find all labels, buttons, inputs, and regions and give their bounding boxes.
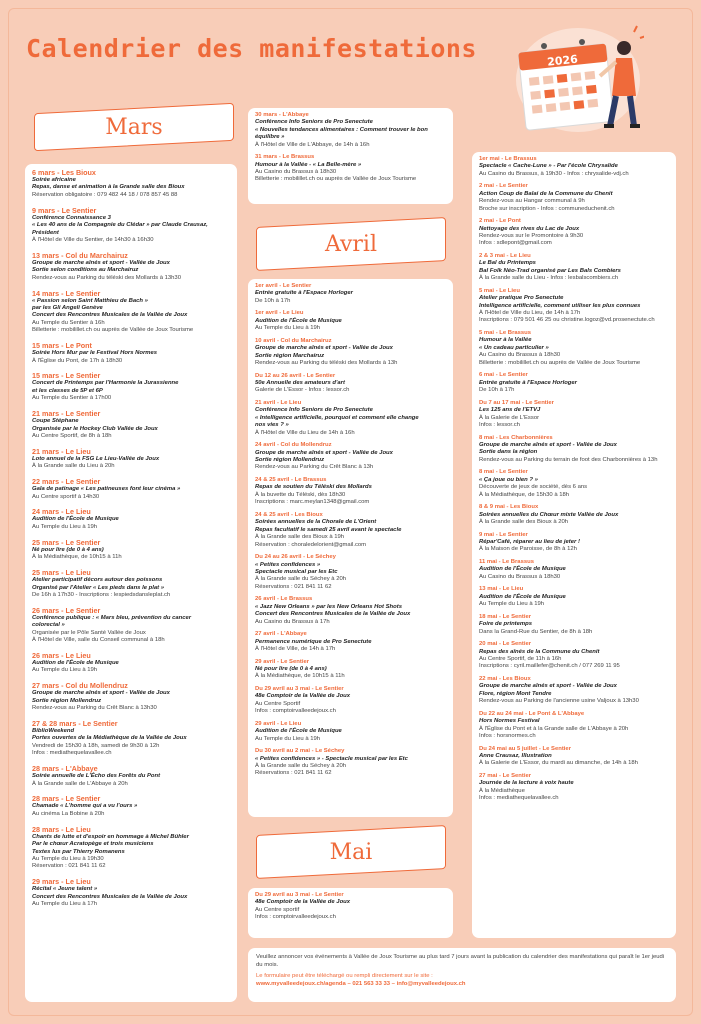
event-date-place: Du 29 avril au 3 mai - Le Sentier bbox=[255, 892, 344, 898]
event-date-place: 24 avril - Col du Mollendruz bbox=[255, 442, 332, 449]
event-date-place: 30 mars - L'Abbaye bbox=[255, 112, 309, 118]
event-date-place: Du 24 au 26 avril - Le Séchey bbox=[255, 554, 336, 561]
event-title: Repas des aînés de la Commune du Chenit bbox=[479, 648, 600, 655]
event-title: « Nouvelles tendances alimentaires : Comment trouver le bon bbox=[255, 126, 428, 133]
event-detail: Infos : mediathequelavallee.ch bbox=[479, 795, 559, 802]
mai-events-card-left bbox=[248, 888, 453, 938]
event-item bbox=[479, 183, 669, 213]
event-date-place: 26 mars - Le Lieu bbox=[32, 650, 91, 660]
event-title: Né pour lire (de 0 à 4 ans) bbox=[32, 546, 104, 553]
event-title: Conférence Info Seniors de Pro Senectute bbox=[255, 119, 373, 126]
event-date-place: 31 mars - Le Brassus bbox=[255, 154, 315, 161]
event-date-place: 11 mai - Le Brassus bbox=[479, 558, 535, 565]
event-item bbox=[32, 568, 230, 599]
event-detail: À la Grande salle des Bioux à 19h bbox=[255, 534, 345, 541]
event-title: Audition de l'École de Musique bbox=[255, 317, 342, 324]
event-title: Soirée Hors Mur par le Festival Hors Normes bbox=[32, 350, 158, 357]
event-date-place: 1er avril - Le Lieu bbox=[255, 310, 304, 317]
event-title: colorectal » bbox=[32, 622, 65, 629]
event-date-place: 25 mars - Le Sentier bbox=[32, 537, 101, 547]
event-title: Chants de lutte et d'espoir en hommage à Michel Bühler bbox=[32, 833, 189, 840]
event-detail: Rendez-vous au Parking du Crêt Blanc à 13h30 bbox=[32, 705, 157, 712]
event-item bbox=[255, 338, 446, 368]
event-detail: À la Médiathèque, de 10h15 à 11h bbox=[32, 554, 122, 561]
event-detail: Réservations : 021 841 11 62 bbox=[255, 770, 332, 777]
event-date-place: 27 & 28 mars - Le Sentier bbox=[32, 718, 118, 728]
event-detail: À l'Hôtel de Ville du Sentier, de 14h30 à 16h30 bbox=[32, 236, 154, 243]
event-detail: À l'Hôtel de Ville de L'Abbaye, de 14h à 16h bbox=[255, 141, 370, 148]
event-detail: À la Grande salle de L'Abbaye à 20h bbox=[32, 780, 128, 787]
event-title: Coupe Stéphane bbox=[32, 418, 79, 425]
event-title: Organisée par le Hockey Club Vallée de Joux bbox=[32, 425, 158, 432]
event-title: Concert des Rencontres Musicales de la Vallée de Joux bbox=[32, 893, 188, 900]
event-title: Répar'Café, réparer au lieu de jeter ! bbox=[479, 538, 580, 545]
event-title: Soirée annuelle de L'Écho des Forêts du Pont bbox=[32, 773, 161, 780]
event-detail: Inscriptions : 079 501 46 25 ou christine.logoz@vd.prosenectute.ch bbox=[479, 317, 655, 324]
event-date-place: 13 mars - Col du Marchairuz bbox=[32, 250, 128, 260]
event-title: Gala de patinage « Les patineuses font leur cinéma » bbox=[32, 486, 181, 493]
event-title: Nettoyage des rives du Lac de Joux bbox=[479, 225, 580, 232]
event-item bbox=[479, 288, 669, 325]
event-item bbox=[32, 606, 230, 645]
event-date-place: 21 mars - Le Lieu bbox=[32, 446, 91, 456]
event-item bbox=[32, 507, 230, 531]
event-item bbox=[32, 538, 230, 562]
event-title: Entrée gratuite à l'Espace Horloger bbox=[479, 379, 577, 386]
event-date-place: 14 mars - Le Sentier bbox=[32, 288, 101, 298]
event-title: Journée de la lecture à voix haute bbox=[479, 780, 574, 787]
event-title: Les 125 ans de l'ETVJ bbox=[479, 407, 541, 414]
event-detail: Au Casino du Brassus, à 19h30 - Infos : chrysalide-vdj.ch bbox=[479, 170, 629, 177]
event-item bbox=[479, 773, 669, 803]
event-title: et les classes de 5P et 6P bbox=[32, 387, 103, 394]
footer-contact-link[interactable]: www.myvalleedejoux.ch/agenda – 021 563 33 33 – info@myvalleedejoux.ch bbox=[256, 980, 466, 987]
event-item bbox=[479, 253, 669, 283]
event-detail: À la Grande salle du Lieu - Infos : lesbalscombiers.ch bbox=[479, 275, 619, 282]
event-detail: Infos : sdlepont@gmail.com bbox=[479, 240, 552, 247]
event-title: Par le chœur Acratopège et trois musiciens bbox=[32, 841, 154, 848]
event-item bbox=[32, 447, 230, 471]
event-title: Bal Folk Néo-Trad organisé par Les Bals Combiers bbox=[479, 267, 621, 274]
event-title: Humour à la Vallée bbox=[479, 337, 532, 344]
event-date-place: 28 mars - Le Sentier bbox=[32, 794, 101, 804]
event-detail: Au Temple du Lieu à 19h bbox=[32, 667, 98, 674]
event-detail: Organisée par le Pôle Santé Vallée de Joux bbox=[32, 629, 146, 636]
event-title: Sortie dans la région bbox=[479, 449, 538, 456]
event-item bbox=[255, 112, 446, 149]
event-date-place: Du 30 avril au 2 mai - Le Séchey bbox=[255, 748, 345, 755]
event-detail: Réservation : choraledelorient@gmail.com bbox=[255, 541, 367, 548]
event-date-place: 10 avril - Col du Marchairuz bbox=[255, 337, 332, 344]
event-title: Audition de l'École de Musique bbox=[32, 659, 119, 666]
event-item bbox=[479, 400, 669, 430]
event-title: Humour à la Vallée - « La Belle-mère » bbox=[255, 161, 362, 168]
event-item bbox=[255, 748, 446, 778]
event-date-place: 26 avril - Le Brassus bbox=[255, 596, 313, 603]
event-item bbox=[32, 371, 230, 402]
event-date-place: 9 mars - Le Sentier bbox=[32, 205, 97, 215]
calendar-illustration bbox=[512, 18, 644, 136]
event-title: Conférence Connaissance 3 bbox=[32, 214, 111, 221]
event-item bbox=[255, 512, 446, 549]
event-detail: À la Grande salle du Lieu à 20h bbox=[32, 463, 115, 470]
event-title: Conférence Info Seniors de Pro Senectute bbox=[255, 407, 373, 414]
event-detail: Infos : comptoirvalleedejoux.ch bbox=[255, 914, 336, 921]
event-detail: De 10h à 17h bbox=[479, 387, 515, 394]
event-date-place: 13 mai - Le Lieu bbox=[479, 586, 524, 593]
event-date-place: 25 mars - Le Lieu bbox=[32, 568, 91, 578]
event-item bbox=[32, 794, 230, 818]
event-date-place: 28 mars - L'Abbaye bbox=[32, 764, 98, 774]
event-date-place: Du 22 au 24 mai - Le Pont & L'Abbaye bbox=[479, 710, 585, 717]
event-item bbox=[479, 641, 669, 671]
footer-card bbox=[248, 948, 676, 1002]
event-detail: À l'Hôtel de Ville du Lieu, de 14h à 17h bbox=[479, 310, 581, 317]
event-date-place: 6 mai - Le Sentier bbox=[479, 372, 528, 379]
event-detail: Rendez-vous au Parking du téléski des Mollards à 13h30 bbox=[32, 274, 181, 281]
event-title: Le Bal du Printemps bbox=[479, 260, 536, 267]
event-detail: Au Temple du Sentier à 16h bbox=[32, 319, 105, 326]
event-title: Concert des Rencontres Musicales de la Vallée de Joux bbox=[32, 312, 188, 319]
event-title: Audition de l'École de Musique bbox=[32, 516, 119, 523]
event-detail: Au Temple du Sentier à 17h00 bbox=[32, 395, 112, 402]
event-item bbox=[255, 442, 446, 472]
event-detail: Au Temple du Lieu à 19h bbox=[255, 735, 321, 742]
event-date-place: 24 & 25 avril - Les Bioux bbox=[255, 511, 323, 518]
event-title: Anne Crausaz, Illustration bbox=[479, 753, 552, 759]
event-date-place: 24 mars - Le Lieu bbox=[32, 507, 91, 517]
event-title: Sortie région Mollendruz bbox=[255, 457, 325, 464]
event-detail: Rendez-vous au Parking du téléski des Mollards à 13h bbox=[255, 360, 398, 367]
event-detail: Au Centre sportif bbox=[255, 906, 300, 913]
event-detail: Au Casino du Brassus à 18h30 bbox=[479, 573, 561, 580]
event-detail: Au Casino du Brassus à 18h30 bbox=[255, 169, 337, 176]
event-title: Né pour lire (de 0 à 4 ans) bbox=[255, 665, 327, 672]
event-item bbox=[255, 721, 446, 743]
event-date-place: 8 mai - Le Sentier bbox=[479, 469, 528, 476]
event-date-place: 20 mai - Le Sentier bbox=[479, 641, 532, 648]
event-detail: Billetterie : mobilillet.ch ou auprès de Vallée de Joux Tourisme bbox=[32, 327, 194, 334]
event-detail: Infos : lessor.ch bbox=[479, 421, 520, 428]
event-title: Groupe de marche aînés et sport - Vallée de Joux bbox=[255, 345, 393, 352]
event-item bbox=[255, 659, 446, 681]
event-title: Soirée africaine bbox=[32, 177, 76, 183]
event-title: « Jazz New Orleans » par les New Orleans Hot Shots bbox=[255, 603, 402, 610]
event-detail: De 16h à 17h30 - Inscriptions : lespiedsdansleplat.ch bbox=[32, 591, 171, 598]
event-date-place: 6 mars - Les Bioux bbox=[32, 168, 96, 177]
event-date-place: 9 mai - Le Sentier bbox=[479, 531, 528, 538]
event-title: nos vies ? » bbox=[255, 422, 289, 429]
event-title: Flore, région Mont Tendre bbox=[479, 690, 552, 697]
event-date-place: 27 mars - Col du Mollendruz bbox=[32, 681, 128, 691]
event-item bbox=[479, 676, 669, 706]
late-mars-events-card bbox=[248, 108, 453, 204]
event-title: 48e Comptoir de la Vallée de Joux bbox=[255, 899, 351, 906]
event-detail: Inscriptions : marc.meylan1348@gmail.com bbox=[255, 499, 370, 506]
event-detail: Dans la Grand-Rue du Sentier, de 8h à 18h bbox=[479, 628, 593, 635]
event-item bbox=[479, 469, 669, 499]
event-date-place: 29 mars - Le Lieu bbox=[32, 877, 91, 887]
event-title: Spectacle musical par les Etc bbox=[255, 568, 338, 575]
event-title: Groupe de marche aînés et sport - Vallée de Joux bbox=[479, 441, 617, 448]
event-title: « Petites confidences » - Spectacle musical par les Etc bbox=[255, 755, 408, 762]
event-title: Soirées annuelles du Chœur mixte Vallée de Joux bbox=[479, 511, 619, 518]
event-date-place: 8 mai - Les Charbonnières bbox=[479, 434, 553, 441]
event-detail: À la Galerie de L'Essor, du mardi au dimanche, de 14h à 18h bbox=[479, 760, 638, 767]
event-item bbox=[479, 532, 669, 554]
event-detail: Au Temple du Lieu à 19h bbox=[479, 601, 545, 608]
event-date-place: 2 & 3 mai - Le Lieu bbox=[479, 253, 531, 260]
event-title: Audition de l'École de Musique bbox=[479, 566, 566, 573]
event-item bbox=[32, 681, 230, 712]
event-detail: Réservation obligatoire : 079 482 44 18 / 078 857 45 88 bbox=[32, 191, 178, 198]
event-title: Soirées annuelles de la Chorale de L'Orient bbox=[255, 519, 377, 526]
event-title: Audition de l'École de Musique bbox=[479, 593, 566, 600]
event-title: équilibre » bbox=[255, 134, 285, 141]
event-detail: Billetterie : mobilillet.ch ou auprès de Vallée de Joux Tourisme bbox=[255, 176, 417, 183]
event-date-place: 5 mai - Le Brassus bbox=[479, 330, 532, 337]
footer-form-info: Le formulaire peut être téléchargé ou rempli directement sur le site : bbox=[256, 973, 433, 980]
event-detail: Découverte de jeux de société, dès 6 ans bbox=[479, 484, 588, 491]
event-item bbox=[479, 586, 669, 608]
mars-events-card bbox=[25, 164, 237, 1002]
event-detail: À l'Hôtel de Ville, de 14h à 17h bbox=[255, 645, 336, 652]
event-detail: Rendez-vous au Hangar communal à 9h bbox=[479, 198, 585, 205]
calendar-year: 2026 bbox=[546, 52, 579, 69]
event-title: Groupe de marche aînés et sport - Vallée de Joux bbox=[255, 449, 393, 456]
event-detail: Inscriptions : cyril.maillefer@chenit.ch / 077 269 11 95 bbox=[479, 663, 620, 670]
event-title: Action Coup de Balai de la Commune du Chenit bbox=[479, 190, 613, 197]
event-item bbox=[255, 554, 446, 591]
event-date-place: 29 avril - Le Lieu bbox=[255, 720, 302, 727]
event-detail: À la Médiathèque, de 15h30 à 18h bbox=[479, 491, 570, 498]
event-detail: Infos : comptoirvalleedejoux.ch bbox=[255, 708, 336, 715]
event-detail: Réservation : 021 841 11 62 bbox=[32, 863, 106, 870]
event-detail: Au Casino du Brassus à 18h30 bbox=[479, 352, 561, 359]
event-title: par les Gli Angeli Genève bbox=[32, 304, 103, 311]
event-date-place: Du 7 au 17 mai - Le Sentier bbox=[479, 399, 554, 406]
event-date-place: 27 mai - Le Sentier bbox=[479, 773, 532, 779]
event-date-place: 22 mai - Les Bioux bbox=[479, 675, 531, 682]
event-detail: Infos : mediathequelavallee.ch bbox=[32, 750, 112, 757]
event-title: Audition de l'École de Musique bbox=[255, 728, 342, 735]
event-detail: Au Centre Sportif, de 8h à 18h bbox=[32, 432, 112, 439]
event-detail: De 10h à 17h bbox=[255, 297, 291, 304]
event-item bbox=[255, 631, 446, 653]
avril-events-card bbox=[248, 279, 453, 817]
event-item bbox=[32, 651, 230, 675]
event-date-place: 27 avril - L'Abbaye bbox=[255, 631, 307, 638]
event-item bbox=[479, 218, 669, 248]
event-detail: Au Centre Sportif, de 11h à 16h bbox=[479, 655, 562, 662]
event-detail: Rendez-vous au Parking du terrain de foot des Charbonnières à 13h bbox=[479, 456, 658, 463]
event-date-place: 15 mars - Le Sentier bbox=[32, 371, 101, 381]
event-title: Sortie selon conditions au Marchairuz bbox=[32, 267, 139, 274]
event-item bbox=[32, 168, 230, 199]
event-detail: À l'Église du Pont, de 17h à 18h30 bbox=[32, 357, 123, 364]
event-date-place: 15 mars - Le Pont bbox=[32, 341, 92, 351]
event-item bbox=[32, 877, 230, 908]
event-date-place: 18 mai - Le Sentier bbox=[479, 613, 532, 620]
event-item bbox=[32, 719, 230, 758]
page-title: Calendrier des manifestations bbox=[26, 34, 477, 63]
event-date-place: 28 mars - Le Lieu bbox=[32, 824, 91, 834]
event-item bbox=[32, 477, 230, 501]
event-title: Chamade « L'homme qui a vu l'ours » bbox=[32, 803, 138, 810]
event-detail: Galerie de L'Essor - Infos : lessor.ch bbox=[255, 387, 350, 394]
event-detail: Billetterie : mobilillet.ch ou auprès de Vallée de Joux Tourisme bbox=[479, 359, 641, 366]
event-item bbox=[32, 206, 230, 245]
month-banner-mai bbox=[256, 830, 446, 874]
event-item bbox=[479, 559, 669, 581]
event-detail: Au cinéma La Bobine à 20h bbox=[32, 810, 105, 817]
event-item bbox=[32, 825, 230, 871]
event-detail: À la Grande salle du Séchey à 20h bbox=[255, 576, 347, 583]
event-detail: À la Grande salle du Séchey à 20h bbox=[255, 762, 347, 769]
event-detail: Rendez-vous au Parking de l'ancienne usine Valjoux à 13h30 bbox=[479, 698, 639, 705]
event-title: Président bbox=[32, 229, 59, 236]
event-title: 50e Annuelle des amateurs d'art bbox=[255, 380, 345, 387]
event-title: Intelligence artificielle, comment utiliser les plus connues bbox=[479, 302, 641, 309]
event-title: Entrée gratuite à l'Espace Horloger bbox=[255, 290, 353, 297]
event-title: Foire de printemps bbox=[479, 621, 533, 628]
event-title: « Ça joue ou bien ? » bbox=[479, 476, 538, 483]
event-detail: Broche sur inscription - Infos : communeduchenit.ch bbox=[479, 205, 615, 212]
event-detail: Rendez-vous au Parking du Crêt Blanc à 13h bbox=[255, 464, 374, 471]
event-title: « Les 40 ans de la Compagnie du Clédar » par Claude Crausaz, bbox=[32, 222, 208, 229]
event-title: Repas, danse et animation à la Grande salle des Bioux bbox=[32, 184, 185, 191]
event-title: Conférence publique : « Mars bleu, prévention du cancer bbox=[32, 614, 192, 621]
event-item bbox=[255, 283, 446, 305]
event-date-place: 8 & 9 mai - Les Bioux bbox=[479, 504, 539, 511]
event-date-place: Du 29 avril au 3 mai - Le Sentier bbox=[255, 685, 344, 692]
event-item bbox=[479, 614, 669, 636]
month-label-mai: Mai bbox=[329, 839, 373, 865]
event-date-place: Du 24 mai au 5 juillet - Le Sentier bbox=[479, 745, 571, 752]
event-detail: À la Galerie de L'Essor bbox=[479, 414, 540, 421]
event-title: Textes lus par Thierry Romanens bbox=[32, 848, 125, 855]
event-item bbox=[479, 504, 669, 526]
event-detail: Au Casino du Brassus à 17h bbox=[255, 618, 330, 625]
event-title: Récital « Jeune talent » bbox=[32, 886, 98, 893]
event-item bbox=[32, 289, 230, 335]
event-date-place: 2 mai - Le Sentier bbox=[479, 183, 528, 190]
event-detail: Au Temple du Lieu à 17h bbox=[32, 901, 98, 908]
event-title: Groupe de marche aînés et sport - Vallée de Joux bbox=[32, 259, 170, 266]
event-title: Groupe de marche aînés et sport - Vallée de Joux bbox=[32, 690, 170, 697]
event-detail: À l'Hôtel de Ville du Lieu de 14h à 16h bbox=[255, 429, 355, 436]
event-detail: Au Temple du Lieu à 19h30 bbox=[32, 855, 104, 862]
event-date-place: Du 12 au 26 avril - Le Sentier bbox=[255, 372, 336, 379]
event-item bbox=[255, 373, 446, 395]
event-title: « Passion selon Saint Matthieu de Bach » bbox=[32, 297, 148, 304]
event-item bbox=[479, 156, 669, 178]
month-banner-mars bbox=[34, 108, 234, 146]
event-item bbox=[32, 341, 230, 365]
event-title: Concert des Rencontres Musicales de la Vallée de Joux bbox=[255, 611, 411, 618]
event-title: BiblioWeekend bbox=[32, 727, 75, 734]
event-date-place: 5 mai - Le Lieu bbox=[479, 287, 520, 294]
event-title: Portes ouvertes de la Médiathèque de la Vallée de Joux bbox=[32, 735, 187, 742]
event-detail: À l'Hôtel de Ville, salle du Conseil communal à 18h bbox=[32, 637, 165, 644]
event-item bbox=[255, 892, 446, 922]
event-item bbox=[479, 435, 669, 465]
event-item bbox=[479, 711, 669, 741]
event-title: Organisé par l'Atelier « Les pieds dans le plat » bbox=[32, 584, 165, 591]
event-title: Repas facultatif le samedi 25 avril avant le spectacle bbox=[255, 526, 402, 533]
event-item bbox=[479, 330, 669, 367]
event-title: Sortie région Marchairuz bbox=[255, 352, 325, 359]
event-detail: Infos : horsnormes.ch bbox=[479, 733, 536, 739]
event-date-place: 1er mai - Le Brassus bbox=[479, 156, 537, 162]
event-title: « Intelligence artificielle, pourquoi et comment elle change bbox=[255, 414, 419, 421]
event-title: Groupe de marche aînés et sport - Vallée de Joux bbox=[479, 683, 617, 690]
event-date-place: 21 mars - Le Sentier bbox=[32, 409, 101, 419]
event-item bbox=[32, 409, 230, 440]
event-date-place: 1er avril - Le Sentier bbox=[255, 283, 312, 289]
event-item bbox=[255, 400, 446, 437]
event-item bbox=[479, 746, 669, 768]
event-detail: Réservations : 021 841 11 62 bbox=[255, 583, 332, 590]
event-detail: À la Médiathèque, de 10h15 à 11h bbox=[255, 673, 345, 680]
event-date-place: 26 mars - Le Sentier bbox=[32, 605, 101, 615]
event-detail: Au Centre Sportif bbox=[255, 700, 301, 707]
event-detail: Au Temple du Lieu à 19h bbox=[32, 523, 98, 530]
event-date-place: 2 mai - Le Pont bbox=[479, 218, 521, 225]
event-detail: Au Centre sportif à 14h30 bbox=[32, 493, 100, 500]
event-detail: À la Maison de Paroisse, de 8h à 12h bbox=[479, 546, 577, 553]
event-title: Repas de soutien du Téléski des Mollards bbox=[255, 484, 372, 491]
month-banner-avril bbox=[256, 222, 446, 266]
event-date-place: 22 mars - Le Sentier bbox=[32, 477, 101, 487]
event-title: Atelier participatif décors autour des poissons bbox=[32, 577, 163, 584]
event-item bbox=[255, 154, 446, 184]
month-label-avril: Avril bbox=[324, 231, 377, 257]
event-detail: Vendredi de 15h30 à 18h, samedi de 9h30 à 12h bbox=[32, 742, 160, 749]
event-detail: À la buvette du Téléski, dès 18h30 bbox=[255, 491, 346, 498]
event-title: Spectacle « Cache-Lune » - Par l'école Chrysalide bbox=[479, 163, 618, 170]
event-title: Loto annuel de la FSG Le Lieu-Vallée de Joux bbox=[32, 455, 160, 462]
event-detail: À l'Église du Pont et à la Grande salle de L'Abbaye à 20h bbox=[479, 725, 629, 732]
event-title: Atelier pratique Pro Senectute bbox=[479, 295, 564, 302]
event-title: « Petites confidences » bbox=[255, 561, 321, 568]
event-detail: Rendez-vous sur le Promontoire à 9h30 bbox=[479, 233, 584, 240]
event-detail: À la Médiathèque bbox=[479, 787, 525, 794]
event-item bbox=[32, 251, 230, 282]
event-item bbox=[255, 686, 446, 716]
event-title: Hors Normes Festival bbox=[479, 718, 540, 725]
event-detail: À la Grande salle des Bioux à 20h bbox=[479, 518, 569, 525]
month-label-mars: Mars bbox=[105, 114, 163, 140]
event-date-place: 21 avril - Le Lieu bbox=[255, 400, 302, 407]
event-date-place: 24 & 25 avril - Le Brassus bbox=[255, 477, 327, 484]
event-title: 48e Comptoir de la Vallée de Joux bbox=[255, 693, 351, 700]
footer-notice: Veuillez annoncer vos événements à Vallée de Joux Tourisme au plus tard 7 jours avant la publication du calendrier des manifestations qui paraît le 1er jeudi du mois. bbox=[256, 954, 665, 968]
event-title: Permanence numérique de Pro Senectute bbox=[255, 638, 372, 645]
event-item bbox=[479, 372, 669, 394]
event-date-place: 29 avril - Le Sentier bbox=[255, 658, 310, 665]
event-title: « Un cadeau particulier » bbox=[479, 344, 549, 351]
mai-events-card-right bbox=[472, 152, 676, 938]
event-item bbox=[255, 310, 446, 332]
event-detail: Au Temple du Lieu à 19h bbox=[255, 325, 321, 332]
event-item bbox=[255, 477, 446, 507]
event-item bbox=[255, 596, 446, 626]
event-item bbox=[32, 764, 230, 788]
event-title: Concert de Printemps par l'Harmonie la Jurassienne bbox=[32, 380, 179, 387]
event-title: Sortie région Mollendruz bbox=[32, 697, 102, 704]
